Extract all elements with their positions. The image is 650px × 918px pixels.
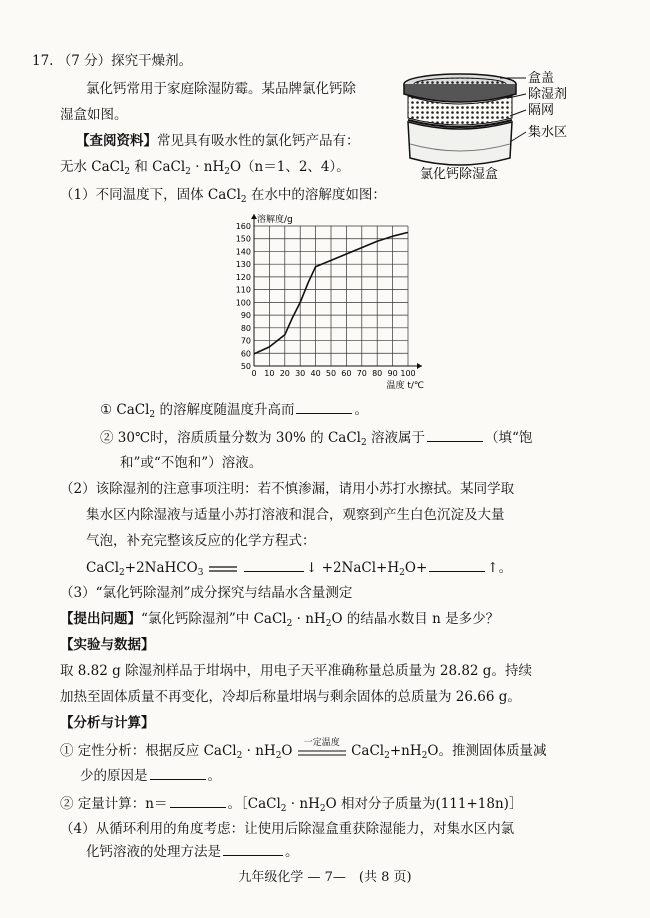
y-tick-label: 90 [240,311,251,321]
subscript: 2 [319,804,326,814]
part2-line2: 集水区内除湿液与适量小苏打溶液和混合，观察到产生白色沉淀及大量 [86,507,505,523]
text-part: O [281,743,293,759]
subscript: 2 [240,195,247,205]
subscript: 2 [275,751,282,761]
text-part: 溶液属于 [366,430,426,446]
x-tick-label: 50 [325,369,337,378]
text-part: O 相对分子质量为(111+18n)］ [325,796,523,812]
y-tick-label: 130 [235,260,251,270]
answer-blank[interactable] [150,766,206,780]
text-part: 化钙溶液的处理方法是 [86,844,221,860]
analysis-qualitative-cont [80,766,221,785]
text-part: O+ [404,560,428,576]
x-tick-label: 40 [310,369,321,378]
x-tick-label: 70 [356,369,367,378]
problem-label: 【提出问题】 [60,611,141,627]
text-part: 。 [285,844,299,860]
subscript: 2 [421,751,428,761]
question-header [32,52,192,70]
equals-sign-icon [208,564,238,574]
text-part: · nH [286,796,320,812]
text-part: ① 定性分析：根据反应 CaCl [60,743,237,759]
y-tick-label: 120 [235,272,251,282]
text-part: ② 30℃时，溶质质量分数为 30% 的 CaCl [100,430,361,446]
x-tick-label: 30 [295,369,306,378]
text-part: 少的原因是 [80,768,148,784]
text-part: · nH [242,743,276,759]
part1-question1 [100,400,368,419]
x-tick-label: 20 [279,369,290,378]
experiment-line1: 取 8.82 g 除湿剂样品于坩埚中，用电子天平准确称量总质量为 28.82 g。持续 [60,663,532,679]
reference-formula-line [60,158,350,176]
reference-label: 【查阅资料】 [76,133,157,149]
analysis-quantitative [60,794,522,813]
x-axis-label: 温度 t/℃ [386,381,424,391]
answer-blank[interactable] [244,558,304,572]
y-tick-label: 160 [235,222,251,231]
x-tick-label: 100 [400,369,416,378]
x-tick-label: 60 [341,369,352,378]
y-tick-label: 70 [240,336,251,346]
subscript: 3 [197,568,204,578]
figure-caption: 氯化钙除湿盒 [420,167,499,182]
part1-question2-cont: 和”或“不饱和”）溶液。 [120,455,263,471]
experiment-line2: 加热至固体质量不再变化，冷却后称量坩埚与剩余固体的总质量为 26.66 g。 [60,689,521,705]
text-part: CaCl [86,560,120,576]
part3-problem [60,610,499,628]
text-part: （1）不同温度下，固体 CaCl [60,187,241,203]
subscript: 2 [124,167,131,177]
dehumidifier-box-drawing [400,70,600,182]
formula-part: · nH [190,159,225,175]
answer-blank[interactable] [429,558,485,572]
y-tick-label: 60 [240,349,251,359]
text-part: O 的结晶水数目 n 是多少？ [331,611,500,627]
subscript: 2 [119,568,125,578]
y-axis-label: 溶解度/g [257,215,293,225]
question-title: 探究干燥剂。 [111,53,193,69]
x-axis-arrow-icon [417,363,422,369]
text-part: 的溶解度随温度升高而 [155,402,295,418]
page-footer: 九年级化学 — 7— (共 8 页) [238,870,412,885]
text-part: ↑。 [487,560,513,576]
part3-title: （3）“氯化钙除湿剂”成分探究与结晶水含量测定 [60,585,353,601]
reaction-condition: 一定温度 [303,737,340,748]
part2-line1: （2）该除湿剂的注意事项注明：若不慎渗漏，请用小苏打水擦拭。某同学取 [60,481,515,497]
intro-line-2: 湿盒如图。 [60,107,128,123]
solubility-chart-svg [230,210,430,392]
experiment-label: 【实验与数据】 [60,637,155,653]
subscript: 2 [325,619,332,629]
part1-question2 [100,428,532,447]
subscript: 2 [224,167,230,177]
analysis-label: 【分析与计算】 [60,715,155,731]
y-tick-label: 150 [235,234,251,244]
subscript: 2 [236,751,243,761]
text-part: +2NaHCO [124,560,198,576]
subscript: 2 [384,751,390,761]
subscript: 2 [185,167,191,177]
subscript: 2 [399,568,405,578]
part4-line2 [86,842,299,861]
label-mesh: 隔网 [528,103,555,118]
equals-arrow-icon [297,749,347,757]
x-tick-label: 90 [387,369,398,378]
subscript: 2 [149,410,156,420]
solubility-chart [230,210,430,396]
text-part: 在水中的溶解度如图： [246,187,386,203]
question-score: （7 分） [57,53,112,69]
formula-part: 和 CaCl [130,159,186,175]
text-part: “氯化钙除湿剂”中 CaCl [141,611,287,627]
text-part: +nH [389,743,422,759]
y-tick-label: 110 [235,285,251,295]
part2-equation [86,558,512,577]
intro-line-1: 氯化钙常用于家庭除湿防霉。某品牌氯化钙除 [86,81,356,97]
label-lid: 盒盖 [528,71,555,86]
text-part: · nH [292,611,326,627]
analysis-qualitative [60,737,547,761]
subscript: 2 [286,619,293,629]
subscript: 2 [280,804,287,814]
y-tick-label: 140 [235,247,251,257]
x-tick-label: 10 [264,369,275,378]
answer-blank[interactable] [170,794,226,808]
text-part: O。推测固体质量减 [427,743,547,759]
text-part: ② 定量计算：n＝ [60,796,168,812]
text-part: CaCl [351,743,385,759]
part4-line1: （4）从循环利用的角度考虑：让使用后除湿盒重获除湿能力，对集水区内氯 [60,821,515,837]
formula-part: 无水 CaCl [60,159,125,175]
reference-text: 常见具有吸水性的氯化钙产品有： [157,133,360,149]
reaction-arrow [297,737,347,761]
x-tick-label: 0 [251,369,257,378]
text-part: 。 [207,768,221,784]
label-water-area: 集水区 [528,125,568,140]
y-tick-label: 80 [240,323,251,333]
subscript: 2 [360,438,367,448]
text-part: （填“饱 [485,430,533,446]
x-tick-label: 80 [372,369,383,378]
part1-intro [60,186,386,204]
text-part: ↓ +2NaCl+H [306,560,400,576]
answer-blank[interactable] [223,842,283,856]
text-part: ① CaCl [100,402,150,418]
y-tick-label: 50 [240,362,251,371]
text-part: 。［CaCl [227,796,281,812]
formula-part: O（n＝1、2、4）。 [229,159,350,175]
part2-line3: 气泡，补充完整该反应的化学方程式： [86,533,316,549]
y-tick-label: 100 [235,298,251,308]
answer-blank[interactable] [296,400,352,414]
dehumidifier-box-figure [400,70,600,186]
text-part: 。 [354,402,368,418]
reference-line [76,132,360,150]
question-number: 17. [32,53,54,69]
answer-blank[interactable] [427,428,483,442]
label-desiccant: 除湿剂 [528,87,568,102]
